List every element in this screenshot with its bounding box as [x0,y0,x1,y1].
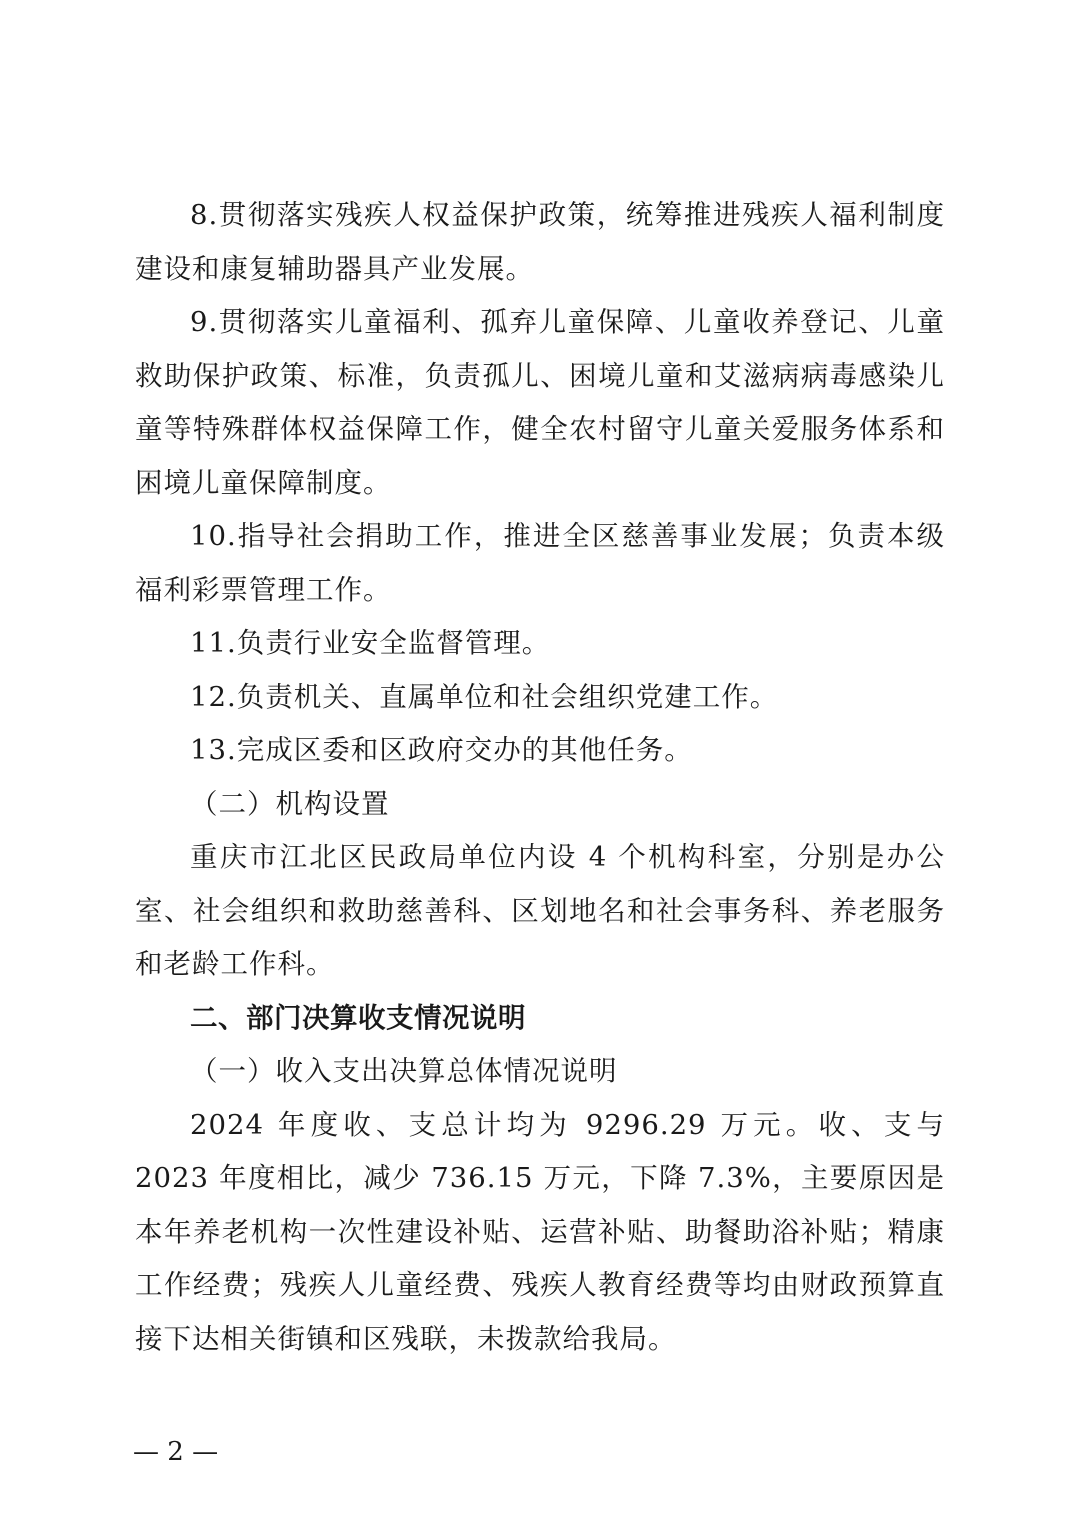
paragraph-item-10: 10.指导社会捐助工作，推进全区慈善事业发展；负责本级福利彩票管理工作。 [135,520,945,606]
page-number: — 2 — [133,1437,219,1467]
org-structure-paragraph: 重庆市江北区民政局单位内设 4 个机构科室，分别是办公室、社会组织和救助慈善科、区划地名和社会事务科、养老服务和老龄工作科。 [135,841,945,980]
subheading-overview: （一）收入支出决算总体情况说明 [190,1055,618,1087]
document-body [135,189,945,1366]
paragraph-item-11: 11.负责行业安全监督管理。 [190,627,551,659]
paragraph-item-12: 12.负责机关、直属单位和社会组织党建工作。 [190,680,779,713]
paragraph-item-9: 9.贯彻落实儿童福利、孤弃儿童保障、儿童收养登记、儿童救助保护政策、标准，负责孤儿、困境儿童和艾滋病病毒感染儿童等特殊群体权益保障工作，健全农村留守儿童关爱服务体系和困境儿童保障制度。 [135,306,945,499]
overview-paragraph: 2024 年度收、支总计均为 9296.29 万元。收、支与 2023 年度相比，减少 736.15 万元，下降 7.3%，主要原因是本年养老机构一次性建设补贴、运营补贴、助餐助浴补贴；精康工作经费；残疾人儿童经费、残疾人教育经费等均由财政预算直接下达相关街镇和区残联，未拨款给我局。 [135,1108,945,1355]
section-heading: 二、部门决算收支情况说明 [190,1001,526,1034]
paragraph-item-13: 13.完成区委和区政府交办的其他任务。 [190,734,693,766]
paragraph-item-8: 8.贯彻落实残疾人权益保护政策，统筹推进残疾人福利制度建设和康复辅助器具产业发展。 [135,199,945,285]
subheading-org-structure: （二）机构设置 [190,787,390,820]
